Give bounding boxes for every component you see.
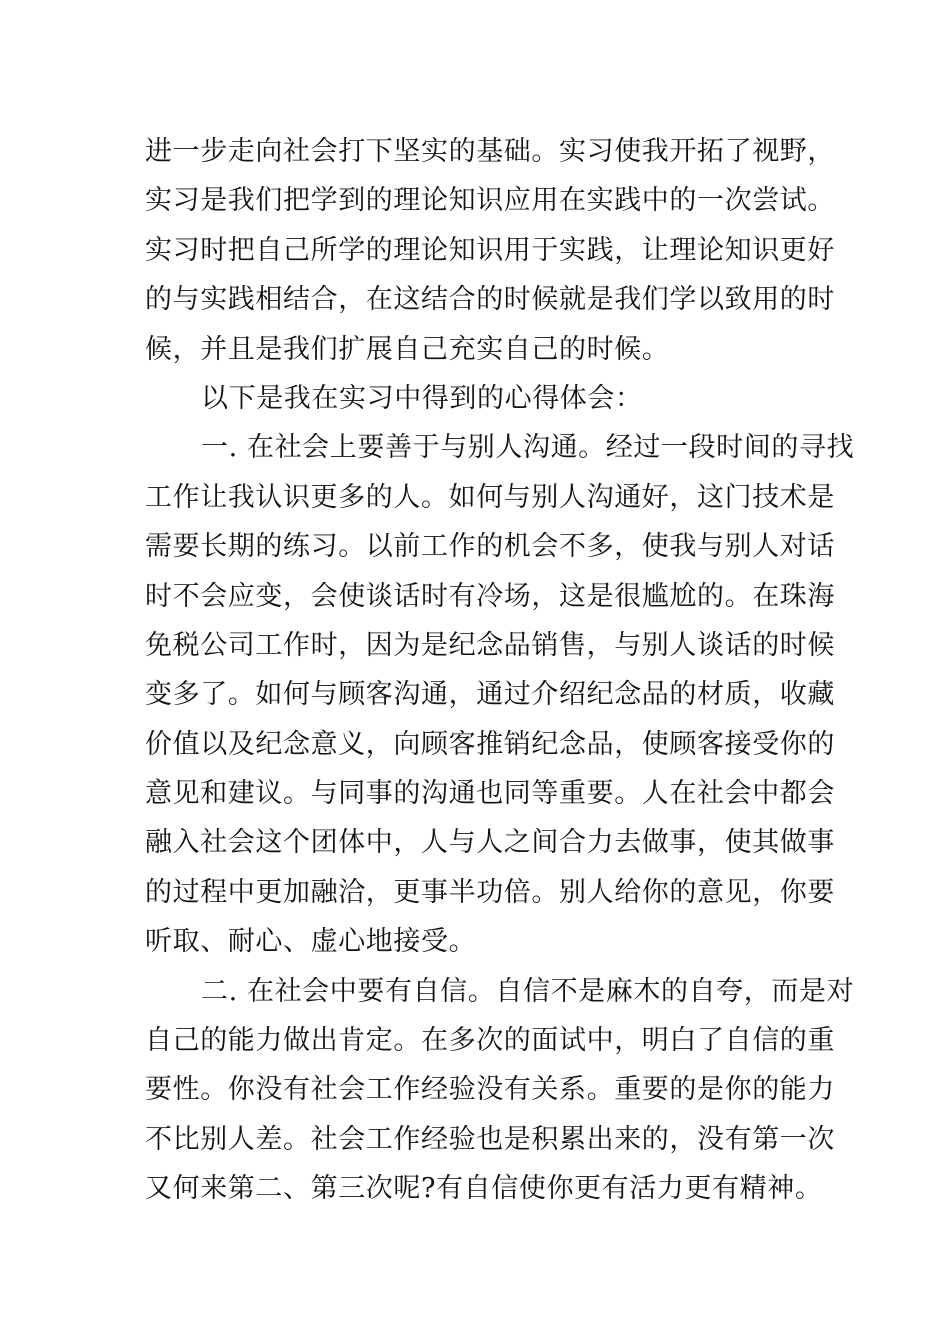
text-line: 自己的能力做出肯定。在多次的面试中，明白了自信的重 xyxy=(145,1025,835,1057)
text-line: 不比别人差。社会工作经验也是积累出来的，没有第一次 xyxy=(145,1123,835,1155)
text-line: 时不会应变，会使谈话时有冷场，这是很尴尬的。在珠海 xyxy=(145,580,835,612)
text-line: 的过程中更加融洽，更事半功倍。别人给你的意见，你要 xyxy=(145,876,835,908)
text-line: 要性。你没有社会工作经验没有关系。重要的是你的能力 xyxy=(145,1074,835,1106)
text-line: 候，并且是我们扩展自己充实自己的时候。 xyxy=(145,333,670,365)
section-two-heading-line: 二. 在社会中要有自信。自信不是麻木的自夸，而是对 xyxy=(201,975,855,1007)
text-line: 实习时把自己所学的理论知识用于实践，让理论知识更好 xyxy=(145,234,835,266)
body-text xyxy=(145,127,855,1214)
text-line: 融入社会这个团体中，人与人之间合力去做事，使其做事 xyxy=(145,827,835,859)
text-line: 需要长期的练习。以前工作的机会不多，使我与别人对话 xyxy=(145,531,835,563)
text-line: 的与实践相结合，在这结合的时候就是我们学以致用的时 xyxy=(145,284,835,316)
text-line: 价值以及纪念意义，向顾客推销纪念品，使顾客接受你的 xyxy=(145,728,835,760)
section-one-heading-line: 一. 在社会上要善于与别人沟通。经过一段时间的寻找 xyxy=(201,432,855,464)
text-line: 工作让我认识更多的人。如何与别人沟通好，这门技术是 xyxy=(145,481,835,513)
text-line: 意见和建议。与同事的沟通也同等重要。人在社会中都会 xyxy=(145,778,835,810)
text-line: 免税公司工作时，因为是纪念品销售，与别人谈话的时候 xyxy=(145,629,835,661)
text-line: 实习是我们把学到的理论知识应用在实践中的一次尝试。 xyxy=(145,185,835,217)
text-line: 听取、耐心、虚心地接受。 xyxy=(145,926,477,958)
text-line: 变多了。如何与顾客沟通，通过介绍纪念品的材质，收藏 xyxy=(145,679,835,711)
paragraph-intro-line: 以下是我在实习中得到的心得体会： xyxy=(201,382,643,414)
text-line: 又何来第二、第三次呢?有自信使你更有活力更有精神。 xyxy=(145,1173,823,1205)
text-line: 进一步走向社会打下坚实的基础。实习使我开拓了视野， xyxy=(145,136,835,167)
